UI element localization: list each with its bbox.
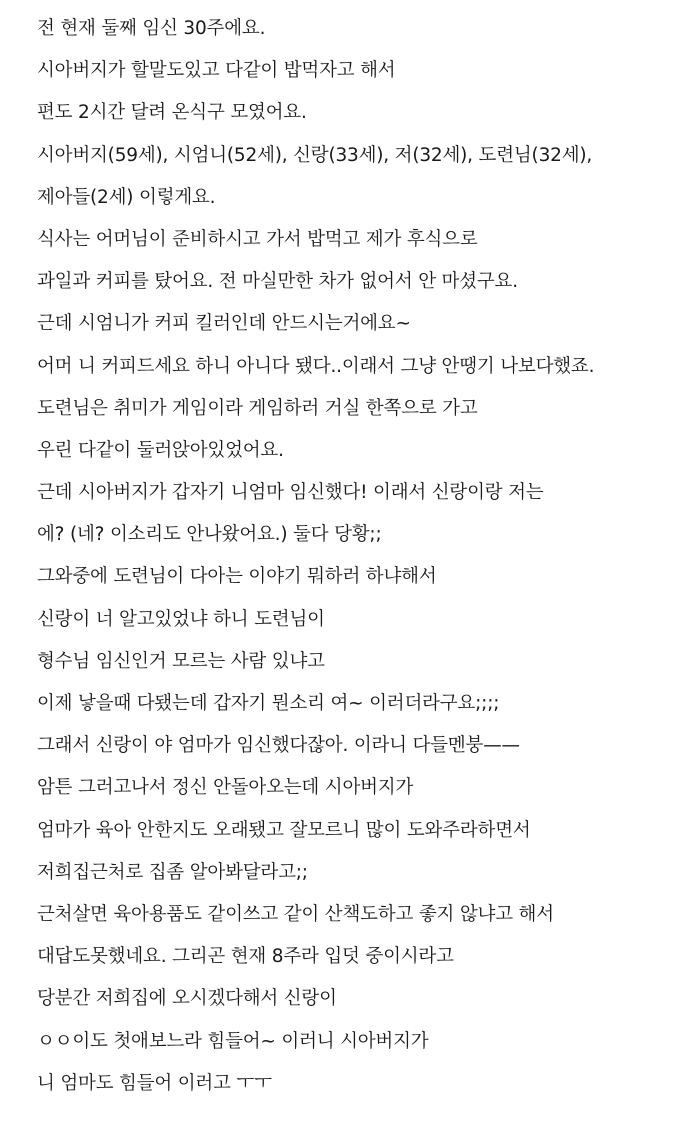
text-line: 에? (네? 이소리도 안나왔어요.) 둘다 당황;; — [37, 524, 382, 546]
text-line: 우린 다같이 둘러앉아있었어요. — [37, 439, 284, 461]
text-line: 그래서 신랑이 야 엄마가 임신했다잖아. 이라니 다들멘붕—— — [37, 735, 520, 757]
text-line: 암튼 그러고나서 정신 안돌아오는데 시아버지가 — [37, 777, 414, 799]
text-line: 근데 시아버지가 갑자기 니엄마 임신했다! 이래서 신랑이랑 저는 — [37, 482, 544, 504]
text-line: 전 현재 둘째 임신 30주에요. — [37, 18, 266, 39]
text-line: 저희집근처로 집좀 알아봐달라고;; — [37, 861, 308, 883]
text-line: 시아버지가 할말도있고 다같이 밥먹자고 해서 — [37, 60, 396, 82]
text-line: 근처살면 육아용품도 같이쓰고 같이 산책도하고 좋지 않냐고 해서 — [37, 903, 554, 925]
text-line: 니 엄마도 힘들어 이러고 ㅜㅜ — [37, 1072, 272, 1094]
text-line: 이제 낳을때 다됐는데 갑자기 뭔소리 여~ 이러더라구요;;;; — [37, 693, 500, 714]
text-line: 어머 니 커피드세요 하니 아니다 됐다..이래서 그냥 안땡기 나보다했죠. — [37, 355, 595, 377]
text-line: ㅇㅇ이도 첫애보느라 힘들어~ 이러니 시아버지가 — [37, 1030, 429, 1052]
text-line: 제아들(2세) 이렇게요. — [37, 186, 216, 208]
text-line: 당분간 저희집에 오시겠다해서 신랑이 — [37, 988, 337, 1010]
text-line: 도련님은 취미가 게임이라 게임하러 거실 한쪽으로 가고 — [37, 397, 478, 419]
text-line: 형수님 임신인거 모르는 사람 있냐고 — [37, 650, 325, 672]
text-line: 대답도못했네요. 그리곤 현재 8주라 입덧 중이시라고 — [37, 946, 454, 968]
text-line: 그와중에 도련님이 다아는 이야기 뭐하러 하냐해서 — [37, 566, 437, 588]
text-line: 신랑이 너 알고있었냐 하니 도련님이 — [37, 608, 325, 630]
text-line: 과일과 커피를 탔어요. 전 마실만한 차가 없어서 안 마셨구요. — [37, 271, 518, 293]
text-line: 식사는 어머님이 준비하시고 가서 밥먹고 제가 후식으로 — [37, 228, 478, 250]
text-line: 엄마가 육아 안한지도 오래됐고 잘모르니 많이 도와주라하면서 — [37, 819, 531, 841]
text-line: 시아버지(59세), 시엄니(52세), 신랑(33세), 저(32세), 도련님(32세), — [37, 144, 593, 166]
text-line: 편도 2시간 달려 온식구 모였어요. — [37, 102, 307, 124]
text-line: 근데 시엄니가 커피 킬러인데 안드시는거에요~ — [37, 313, 411, 335]
